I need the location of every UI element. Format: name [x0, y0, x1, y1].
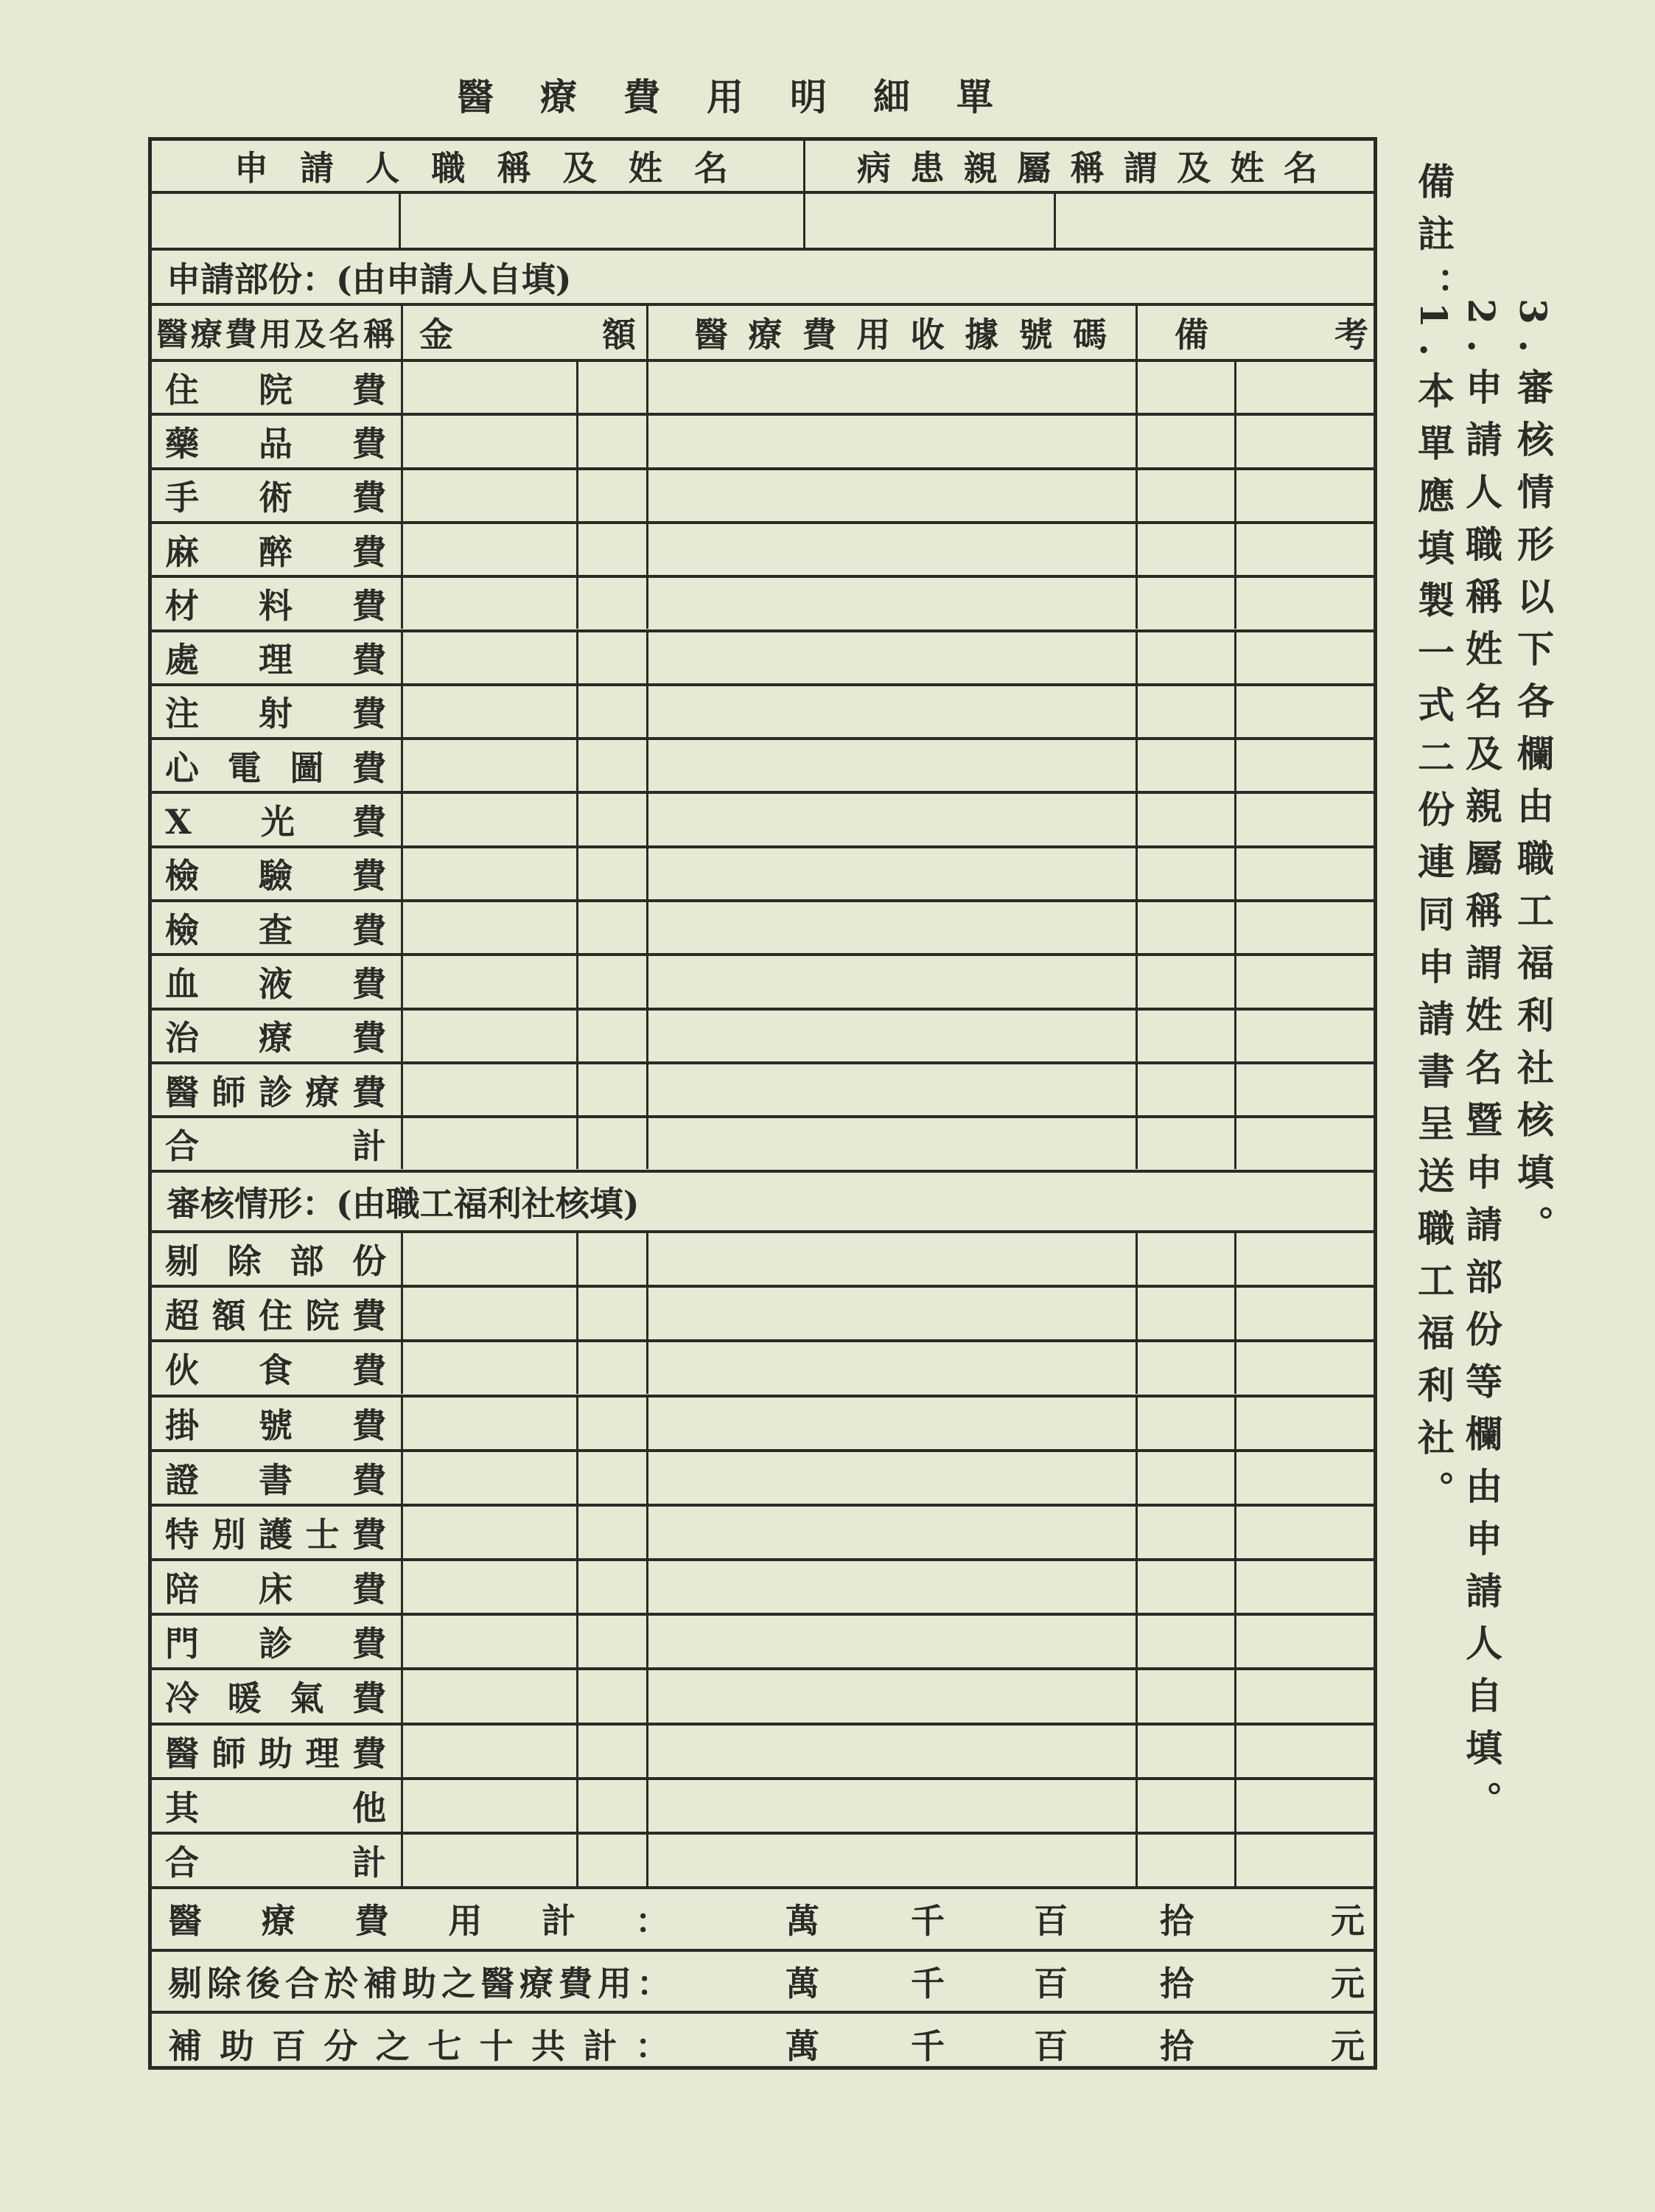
application-fee-row [152, 1115, 1374, 1169]
total-row [152, 2011, 1374, 2073]
item-cell [152, 848, 401, 899]
amount-minor-field[interactable] [576, 1064, 646, 1115]
remark-field-b[interactable] [1234, 686, 1377, 737]
review-fee-row [152, 1777, 1374, 1832]
receipt-number-field[interactable] [646, 1398, 1136, 1449]
remark-field-b[interactable] [1234, 1561, 1377, 1613]
amount-major-field[interactable] [401, 794, 576, 845]
receipt-number-field[interactable] [646, 956, 1136, 1007]
application-fee-item-label: 住院費 [165, 369, 386, 410]
column-header-row [152, 303, 1374, 359]
review-fee-row [152, 1395, 1374, 1449]
amount-minor-field[interactable] [576, 902, 646, 953]
note-1: 1.本單應填製一式二份連同申請書呈送職工福利社。 [1412, 302, 1455, 1524]
note-3: 3.審核情形以下各欄由職工福利社核填。 [1511, 299, 1555, 1258]
amount-major-field[interactable] [401, 1118, 576, 1169]
remark-field-b[interactable] [1234, 1398, 1377, 1449]
receipt-number-field[interactable] [646, 1064, 1136, 1115]
application-section-heading: 申請部份：(由申請人自填) [167, 259, 572, 299]
review-fee-item-label: 陪床費 [165, 1569, 386, 1610]
application-fee-item-label: 合計 [165, 1126, 386, 1166]
amount-major-field[interactable] [401, 1670, 576, 1722]
remark-field-b[interactable] [1234, 1118, 1377, 1169]
amount-major-field[interactable] [401, 578, 576, 629]
item-cell [152, 1780, 401, 1832]
review-fee-row [152, 1832, 1374, 1886]
item-cell [152, 1616, 401, 1667]
remark-field-a[interactable] [1136, 524, 1234, 575]
unit-label: 千 [911, 1901, 945, 1941]
remark-field-b[interactable] [1234, 632, 1377, 683]
application-fee-row [152, 737, 1374, 791]
remark-label-right: 考 [1334, 315, 1368, 355]
amount-major-field[interactable] [401, 902, 576, 953]
total-row [152, 1949, 1374, 2012]
notes-heading: 備註： [1412, 162, 1455, 319]
remark-field-a[interactable] [1136, 956, 1234, 1007]
item-cell [152, 1452, 401, 1504]
receipt-number-field[interactable] [646, 470, 1136, 521]
amount-minor-field[interactable] [576, 470, 646, 521]
amount-minor-field[interactable] [576, 362, 646, 413]
remark-field-b[interactable] [1234, 1835, 1377, 1886]
amount-minor-field[interactable] [576, 1616, 646, 1667]
application-fee-item-label: 心電圖費 [165, 747, 386, 788]
receipt-number-field[interactable] [646, 632, 1136, 683]
remark-field-b[interactable] [1234, 470, 1377, 521]
item-cell [152, 1726, 401, 1777]
review-fee-row [152, 1558, 1374, 1613]
receipt-number-field[interactable] [646, 1561, 1136, 1613]
amount-major-field[interactable] [401, 416, 576, 467]
receipt-number-field[interactable] [646, 848, 1136, 899]
remark-field-b[interactable] [1234, 1507, 1377, 1558]
application-fee-row [152, 359, 1374, 413]
remark-label-left: 備 [1175, 315, 1208, 355]
remark-field-a[interactable] [1136, 1616, 1234, 1667]
amount-minor-field[interactable] [576, 1233, 646, 1285]
application-fee-row [152, 1008, 1374, 1061]
review-fee-item-label: 剔除部份 [165, 1241, 386, 1282]
review-fee-item-label: 其他 [165, 1787, 386, 1828]
remark-field-a[interactable] [1136, 740, 1234, 791]
unit-label: 萬 [785, 1964, 819, 2004]
patient-relation-field[interactable] [803, 194, 1054, 248]
note-2: 2.申請人職稱姓名及親屬稱謂姓名暨申請部份等欄由申請人自填。 [1460, 299, 1503, 1834]
amount-major-field[interactable] [401, 1726, 576, 1777]
remark-field-a[interactable] [1136, 686, 1234, 737]
item-cell [152, 416, 401, 467]
item-column-header [152, 306, 401, 359]
application-fee-row [152, 629, 1374, 683]
remark-field-a[interactable] [1136, 1670, 1234, 1722]
item-cell [152, 362, 401, 413]
receipt-number-field[interactable] [646, 1342, 1136, 1394]
application-fee-row [152, 791, 1374, 845]
receipt-number-field[interactable] [646, 1835, 1136, 1886]
remark-field-b[interactable] [1234, 902, 1377, 953]
review-fee-row [152, 1449, 1374, 1504]
receipt-column-header [646, 306, 1136, 359]
header-row [152, 141, 1374, 191]
application-fee-row [152, 575, 1374, 629]
item-cell [152, 470, 401, 521]
receipt-number-field[interactable] [646, 686, 1136, 737]
receipt-number-field[interactable] [646, 1288, 1136, 1339]
unit-label: 百 [1034, 1901, 1068, 1941]
receipt-number-field[interactable] [646, 362, 1136, 413]
review-fee-row [152, 1723, 1374, 1777]
receipt-number-field[interactable] [646, 902, 1136, 953]
total-label: 醫療費用計： [168, 1901, 669, 1941]
item-cell [152, 1835, 401, 1886]
amount-minor-field[interactable] [576, 956, 646, 1007]
amount-label-right: 額 [602, 315, 636, 355]
name-entry-row [152, 191, 1374, 248]
amount-minor-field[interactable] [576, 1780, 646, 1832]
amount-minor-field[interactable] [576, 1670, 646, 1722]
applicant-label: 申請人職稱及姓名 [234, 148, 728, 188]
receipt-number-field[interactable] [646, 1726, 1136, 1777]
item-cell [152, 524, 401, 575]
item-cell [152, 902, 401, 953]
amount-major-field[interactable] [401, 1507, 576, 1558]
amount-major-field[interactable] [401, 1780, 576, 1832]
medical-expense-table [148, 137, 1377, 2070]
receipt-number-field[interactable] [646, 1118, 1136, 1169]
applicant-name-field[interactable] [399, 194, 803, 248]
remark-field-b[interactable] [1234, 1342, 1377, 1394]
receipt-number-field[interactable] [646, 416, 1136, 467]
remark-field-b[interactable] [1234, 416, 1377, 467]
item-cell [152, 1064, 401, 1115]
remark-field-a[interactable] [1136, 1398, 1234, 1449]
amount-minor-field[interactable] [576, 1342, 646, 1394]
remark-field-b[interactable] [1234, 1780, 1377, 1832]
application-fee-row [152, 899, 1374, 953]
application-fee-item-label: 治療費 [165, 1018, 386, 1058]
application-fee-item-label: 注射費 [165, 694, 386, 734]
remark-field-a[interactable] [1136, 470, 1234, 521]
amount-major-field[interactable] [401, 632, 576, 683]
amount-minor-field[interactable] [576, 1835, 646, 1886]
application-fee-row [152, 1061, 1374, 1115]
applicant-header-cell [152, 141, 803, 191]
remark-field-b[interactable] [1234, 1452, 1377, 1504]
total-label: 補助百分之七十共計： [168, 2026, 669, 2066]
item-cell [152, 1561, 401, 1613]
remark-field-b[interactable] [1234, 362, 1377, 413]
remark-field-b[interactable] [1234, 578, 1377, 629]
remark-field-a[interactable] [1136, 1233, 1234, 1285]
amount-minor-field[interactable] [576, 1288, 646, 1339]
remark-field-b[interactable] [1234, 1726, 1377, 1777]
item-cell [152, 1670, 401, 1722]
application-fee-item-label: X 光費 [165, 802, 386, 842]
unit-label: 百 [1034, 2026, 1068, 2066]
receipt-column-label: 醫療費用收據號碼 [694, 315, 1107, 355]
receipt-number-field[interactable] [646, 1452, 1136, 1504]
remark-field-b[interactable] [1234, 1670, 1377, 1722]
receipt-number-field[interactable] [646, 1507, 1136, 1558]
amount-major-field[interactable] [401, 1342, 576, 1394]
amount-major-field[interactable] [401, 1011, 576, 1061]
item-cell [152, 740, 401, 791]
item-cell [152, 1288, 401, 1339]
remark-field-b[interactable] [1234, 1011, 1377, 1061]
unit-label: 拾 [1160, 1901, 1194, 1941]
remark-field-a[interactable] [1136, 1507, 1234, 1558]
item-cell [152, 1398, 401, 1449]
review-fee-row [152, 1613, 1374, 1667]
review-fee-item-label: 門診費 [165, 1624, 386, 1664]
unit-label: 千 [911, 2026, 945, 2066]
receipt-number-field[interactable] [646, 524, 1136, 575]
remark-field-a[interactable] [1136, 1342, 1234, 1394]
unit-label: 百 [1034, 1964, 1068, 2004]
amount-major-field[interactable] [401, 1616, 576, 1667]
unit-label: 拾 [1160, 1964, 1194, 2004]
amount-major-field[interactable] [401, 362, 576, 413]
review-fee-item-label: 冷暖氣費 [165, 1678, 386, 1719]
remark-field-a[interactable] [1136, 794, 1234, 845]
amount-major-field[interactable] [401, 1398, 576, 1449]
review-section-heading: 審核情形：(由職工福利社核填) [167, 1184, 640, 1224]
application-fee-row [152, 467, 1374, 521]
receipt-number-field[interactable] [646, 1011, 1136, 1061]
amount-major-field[interactable] [401, 1835, 576, 1886]
review-fee-item-label: 伙食費 [165, 1350, 386, 1391]
review-fee-item-label: 合計 [165, 1842, 386, 1883]
unit-label: 元 [1331, 2026, 1365, 2066]
amount-minor-field[interactable] [576, 524, 646, 575]
amount-minor-field[interactable] [576, 1726, 646, 1777]
remark-field-b[interactable] [1234, 524, 1377, 575]
remark-field-a[interactable] [1136, 362, 1234, 413]
application-fee-item-label: 藥品費 [165, 423, 386, 464]
unit-label: 元 [1331, 1964, 1365, 2004]
applicant-title-field[interactable] [152, 194, 399, 248]
item-cell [152, 686, 401, 737]
amount-major-field[interactable] [401, 1233, 576, 1285]
application-fee-item-label: 血液費 [165, 963, 386, 1004]
review-fee-item-label: 特別護士費 [165, 1514, 386, 1555]
patient-label: 病患親屬稱謂及姓名 [857, 148, 1318, 188]
receipt-number-field[interactable] [646, 1670, 1136, 1722]
form-title: 醫療費用明細單 [457, 75, 995, 119]
item-cell [152, 632, 401, 683]
item-cell [152, 1233, 401, 1285]
remark-field-a[interactable] [1136, 416, 1234, 467]
amount-label-left: 金 [419, 315, 453, 355]
amount-minor-field[interactable] [576, 1398, 646, 1449]
amount-major-field[interactable] [401, 1561, 576, 1613]
amount-minor-field[interactable] [576, 1561, 646, 1613]
remark-field-a[interactable] [1136, 1452, 1234, 1504]
amount-minor-field[interactable] [576, 848, 646, 899]
item-column-label: 醫療費用及名稱 [156, 316, 393, 354]
remark-field-a[interactable] [1136, 578, 1234, 629]
amount-major-field[interactable] [401, 848, 576, 899]
application-fee-item-label: 醫師診療費 [165, 1072, 386, 1112]
remark-field-a[interactable] [1136, 1561, 1234, 1613]
remark-field-a[interactable] [1136, 1780, 1234, 1832]
patient-name-field[interactable] [1054, 194, 1377, 248]
review-fee-item-label: 掛號費 [165, 1405, 386, 1445]
remark-field-a[interactable] [1136, 1726, 1234, 1777]
remark-field-b[interactable] [1234, 956, 1377, 1007]
amount-column-header [401, 306, 646, 359]
total-label: 剔除後合於補助之醫療費用： [168, 1964, 669, 2004]
amount-minor-field[interactable] [576, 1118, 646, 1169]
item-cell [152, 1342, 401, 1394]
amount-major-field[interactable] [401, 956, 576, 1007]
remark-field-a[interactable] [1136, 1288, 1234, 1339]
item-cell [152, 794, 401, 845]
remark-column-header [1136, 306, 1377, 359]
amount-minor-field[interactable] [576, 686, 646, 737]
receipt-number-field[interactable] [646, 1780, 1136, 1832]
remark-field-a[interactable] [1136, 1118, 1234, 1169]
remark-field-a[interactable] [1136, 1835, 1234, 1886]
remark-field-b[interactable] [1234, 1233, 1377, 1285]
amount-minor-field[interactable] [576, 1507, 646, 1558]
review-fee-row [152, 1230, 1374, 1285]
receipt-number-field[interactable] [646, 1616, 1136, 1667]
item-cell [152, 956, 401, 1007]
amount-major-field[interactable] [401, 740, 576, 791]
remark-field-b[interactable] [1234, 794, 1377, 845]
unit-label: 萬 [785, 2026, 819, 2066]
application-fee-row [152, 521, 1374, 575]
review-fee-item-label: 醫師助理費 [165, 1733, 386, 1773]
remark-field-a[interactable] [1136, 1064, 1234, 1115]
review-fee-row [152, 1339, 1374, 1394]
remark-field-b[interactable] [1234, 740, 1377, 791]
amount-major-field[interactable] [401, 1064, 576, 1115]
item-cell [152, 1118, 401, 1169]
unit-label: 千 [911, 1964, 945, 2004]
patient-header-cell [803, 141, 1377, 191]
application-fee-item-label: 麻醉費 [165, 531, 386, 572]
application-section-heading-row [152, 248, 1374, 303]
remark-field-b[interactable] [1234, 1288, 1377, 1339]
review-fee-row [152, 1285, 1374, 1339]
application-fee-row [152, 683, 1374, 737]
amount-minor-field[interactable] [576, 578, 646, 629]
item-cell [152, 1507, 401, 1558]
amount-major-field[interactable] [401, 686, 576, 737]
receipt-number-field[interactable] [646, 578, 1136, 629]
remark-field-a[interactable] [1136, 902, 1234, 953]
remark-field-b[interactable] [1234, 1616, 1377, 1667]
review-fee-item-label: 超額住院費 [165, 1296, 386, 1336]
remark-field-a[interactable] [1136, 848, 1234, 899]
unit-label: 拾 [1160, 2026, 1194, 2066]
review-fee-row [152, 1504, 1374, 1558]
item-cell [152, 1011, 401, 1061]
receipt-number-field[interactable] [646, 740, 1136, 791]
application-fee-row [152, 953, 1374, 1007]
remark-field-b[interactable] [1234, 848, 1377, 899]
unit-label: 萬 [785, 1901, 819, 1941]
amount-major-field[interactable] [401, 524, 576, 575]
amount-minor-field[interactable] [576, 794, 646, 845]
review-section-heading-row [152, 1170, 1374, 1230]
remark-field-a[interactable] [1136, 1011, 1234, 1061]
application-fee-row [152, 845, 1374, 899]
application-fee-item-label: 檢驗費 [165, 856, 386, 896]
total-row [152, 1886, 1374, 1949]
amount-minor-field[interactable] [576, 416, 646, 467]
item-cell [152, 578, 401, 629]
application-fee-item-label: 檢查費 [165, 910, 386, 950]
remark-field-a[interactable] [1136, 632, 1234, 683]
amount-major-field[interactable] [401, 1288, 576, 1339]
amount-minor-field[interactable] [576, 632, 646, 683]
review-fee-row [152, 1667, 1374, 1722]
application-fee-item-label: 手術費 [165, 478, 386, 518]
application-fee-row [152, 413, 1374, 467]
amount-minor-field[interactable] [576, 740, 646, 791]
unit-label: 元 [1331, 1901, 1365, 1941]
amount-major-field[interactable] [401, 1452, 576, 1504]
amount-major-field[interactable] [401, 470, 576, 521]
application-fee-item-label: 材料費 [165, 585, 386, 626]
application-fee-item-label: 處理費 [165, 640, 386, 680]
amount-minor-field[interactable] [576, 1011, 646, 1061]
receipt-number-field[interactable] [646, 794, 1136, 845]
review-fee-item-label: 證書費 [165, 1459, 386, 1500]
remark-field-b[interactable] [1234, 1064, 1377, 1115]
receipt-number-field[interactable] [646, 1233, 1136, 1285]
amount-minor-field[interactable] [576, 1452, 646, 1504]
